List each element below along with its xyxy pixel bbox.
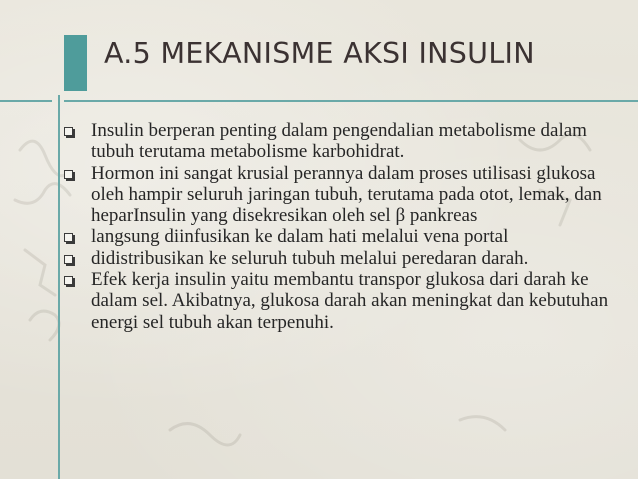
square-checkbox-bullet-icon — [64, 170, 73, 179]
list-item-text: Efek kerja insulin yaitu membantu transpor glukosa dari darah ke dalam sel. Akibatnya, glukosa darah akan meningkat dan kebutuhan energi sel tubuh akan terpenuhi. — [91, 269, 609, 333]
title-divider-line — [64, 100, 638, 102]
square-checkbox-bullet-icon — [64, 233, 73, 242]
list-item — [64, 163, 624, 227]
list-item — [64, 120, 624, 163]
list-item — [64, 248, 624, 269]
square-checkbox-bullet-icon — [64, 127, 73, 136]
list-item-text: Insulin berperan penting dalam pengendalian metabolisme dalam tubuh terutama metabolisme karbohidrat. — [91, 120, 587, 163]
list-item-text: didistribusikan ke seluruh tubuh melalui peredaran darah. — [91, 247, 529, 269]
title-accent-bar — [64, 35, 87, 91]
bullet-list — [64, 120, 624, 333]
vertical-divider-line — [58, 95, 60, 479]
square-checkbox-bullet-icon — [64, 276, 73, 285]
divider-line-left — [0, 100, 52, 102]
list-item — [64, 269, 624, 333]
list-item-text: Hormon ini sangat krusial perannya dalam proses utilisasi glukosa oleh hampir seluruh jaringan tubuh, terutama pada otot, lemak, dan heparInsulin yang disekresikan oleh sel β pankreas — [91, 162, 602, 227]
slide-title: A.5 MEKANISME AKSI INSULIN — [104, 37, 535, 70]
list-item-text: langsung diinfusikan ke dalam hati melalui vena portal — [91, 226, 509, 248]
square-checkbox-bullet-icon — [64, 255, 73, 264]
list-item — [64, 226, 624, 247]
